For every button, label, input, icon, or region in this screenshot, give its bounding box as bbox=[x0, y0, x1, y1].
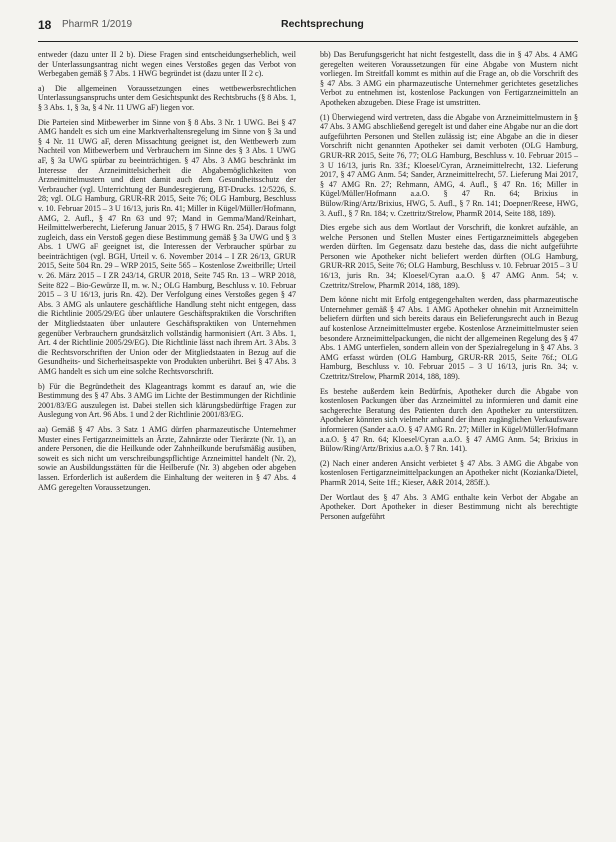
paragraph: aa) Gemäß § 47 Abs. 3 Satz 1 AMG dürfen pharmazeutische Unternehmer Muster eines Fertigarzneimittels an Ärzte, Zahnärzte oder Tierärzte (Nr. 1), an andere Personen, die die Heilkunde oder Zahnheilkunde berufsmäßig ausüben, soweit es sich nicht um verschreibungspflichtige Arzneimittel handelt (Nr. 2), sowie an Ausbildungsstätten für die Heilberufe (Nr. 3) abgeben oder abgeben lassen. Erforderlich ist außerdem die Einhaltung der weiteren in § 47 Abs. 4 AMG geregelten Voraussetzungen. bbox=[38, 424, 296, 492]
paragraph: Es bestehe außerdem kein Bedürfnis, Apotheker durch die Abgabe von kostenlosen Packungen über das Arzneimittel zu informieren und damit eine sachgerechte Beratung des Patienten durch den Apotheker zu unterstützen. Apotheker könnten sich vielmehr anhand der ihnen zugänglichen Verkaufsware informieren (Sander a.a.O. § 47 AMG Rn. 27; Miller in Kügel/Müller/Hofmann a.a.O. § 47 Rn. 64; Kloesel/Cyran a.a.O. § 47 AMG Anm. 54; Brixius in Bülow/Ring/Artz/Brixius a.a.O. § 7 Rn. 141). bbox=[320, 386, 578, 454]
paragraph: b) Für die Begründetheit des Klageantrags kommt es darauf an, wie die Bestimmung des § 47 Abs. 3 AMG im Lichte der Bestimmungen der Richtlinie 2001/83/EG auszulegen ist. Dabei stellen sich klärungsbedürftige Fragen zur Auslegung von Art. 96 Abs. 1 und 2 der Richtlinie 2001/83/EG. bbox=[38, 381, 296, 420]
paragraph: a) Die allgemeinen Voraussetzungen eines wettbewerbsrechtlichen Unterlassungsanspruchs unter dem Gesichtspunkt des Rechtsbruchs (§ 8 Abs. 1, § 3 Abs. 1, § 3a, § 4 Nr. 11 UWG aF) liegen vor. bbox=[38, 83, 296, 112]
paragraph: Die Parteien sind Mitbewerber im Sinne von § 8 Abs. 3 Nr. 1 UWG. Bei § 47 AMG handelt es sich um eine Marktverhaltensregelung im Sinne von § 3a und § 4 Nr. 11 UWG aF, deren Missachtung geeignet ist, den Wettbewerb zum Nachteil von Mitbewerbern und Verbrauchern im Sinne des § 3 Abs. 1 UWG aF, § 3a UWG spürbar zu beeinträchtigen. § 47 Abs. 3 AMG beschränkt im Interesse der Arzneimittelsicherheit die Abgabemöglichkeiten von Arzneimittelmustern und dient damit auch dem Gesundheitsschutz der Verbraucher (vgl. Unterrichtung der Bundesregierung, BT-Drucks. 12/5226, S. 28; vgl. OLG Hamburg, GRUR-RR 2015, Seite 76; OLG Hamburg, Beschluss v. 10. Februar 2015 – 3 U 16/13, juris Rn. 41; Miller in Kügel/Müller/Hofmann, AMG, 2. Aufl., § 47 Rn 63 und 97; Mand in Gemma/Mand/Reinhart, Heilmittelwerberecht, Lieferung Januar 2015, § 7 HWG Rn. 254). Daraus folgt zugleich, dass ein Verstoß gegen diese Bestimmung gemäß § 3a UWG und § 3 Abs. 1 UWG aF geeignet ist, die Interessen der Verbraucher spürbar zu beeinträchtigen (vgl. BGH, Urteil v. 6. November 2014 – I ZR 26/13, GRUR 2015, Seite 504 Rn. 29 – WRP 2015, Seite 565 – Kostenlose Zweitbrille; Urteil v. 26. März 2015 – I ZR 243/14, GRUR 2018, Seite 745 Rn. 13 – WRP 2018, Seite 822 – Bio-Gewürze II, m. w. N.; OLG Hamburg, Beschluss v. 10. Februar 2015 – 3 U 16/13, juris Rn. 42). Der Verfolgung eines Verstoßes gegen § 47 Abs. 3 AMG als unlautere geschäftliche Handlung steht nicht entgegen, dass die Richtlinie 2005/29/EG über unlautere Geschäftspraktiken die Vorschriften der Mitgliedstaaten über unlautere Geschäftspraktiken von Unternehmen gegenüber Verbrauchern grundsätzlich vollständig harmonisiert (Art. 3 Abs. 1, Art. 4 der Richtlinie 2005/29/EG). Die Richtlinie lässt nach ihrem Art. 3 Abs. 3 die Rechtsvorschriften der Union oder der Mitgliedstaaten in Bezug auf die Gesundheits- und Sicherheitsaspekte von Produkten unberührt. Bei § 47 Abs. 3 AMG handelt es sich um eine solche Rechtsvorschrift. bbox=[38, 117, 296, 376]
header-rule bbox=[38, 41, 578, 42]
page-number: 18 bbox=[38, 18, 52, 32]
paragraph: Der Wortlaut des § 47 Abs. 3 AMG enthalte kein Verbot der Abgabe an Apotheker. Dort Apotheker in dieser Bestimmung nicht als berechtigte Personen aufgeführt bbox=[320, 492, 578, 521]
right-column bbox=[320, 50, 578, 526]
journal-citation: PharmR 1/2019 bbox=[62, 19, 133, 30]
paragraph: (2) Nach einer anderen Ansicht verbietet § 47 Abs. 3 AMG die Abgabe von kostenlosen Fertigarzneimittelpackungen an Apotheker nicht (Kozianka/Dietel, PharmR 2014, Seite 1ff.; Kieser, A&R 2014, 285ff.). bbox=[320, 458, 578, 487]
page-header bbox=[38, 18, 578, 38]
section-title: Rechtsprechung bbox=[281, 18, 364, 30]
left-column bbox=[38, 50, 296, 497]
paragraph: Dies ergebe sich aus dem Wortlaut der Vorschrift, die konkret aufzähle, an welche Personen und Stellen Muster eines Fertigarzneimittels abgegeben werden dürften. Im Gegensatz dazu bestehe das, dass die nicht aufgeführte Personen wie Apotheker nicht beliefert werden dürften (OLG Hamburg, GRUR-RR 2015, Seite 76; OLG Hamburg, Beschluss v. 10. Februar 2015 – 3 U 16/13, juris Rn. 34; Kloesel/Cyran a.a.O. § 47 AMG Anm. 54; v. Czettritz/Strelow, PharmR 2014, 188, 189). bbox=[320, 223, 578, 290]
paragraph: bb) Das Berufungsgericht hat nicht festgestellt, dass die in § 47 Abs. 4 AMG geregelten weiteren Voraussetzungen für eine Abgabe von Mustern nicht vorliegen. Im Streitfall kommt es mithin auf die Frage an, ob die Vorschrift des § 47 Abs. 3 AMG ein pharmazeutische Unternehmer gerichtetes gesetzliches Verbot zu entnehmen ist, kostenlose Packungen von Fertigarzneimitteln an Apotheken abzugeben. Diese Frage ist umstritten. bbox=[320, 50, 578, 107]
paragraph: (1) Überwiegend wird vertreten, dass die Abgabe von Arzneimittelmustern in § 47 Abs. 3 AMG abschließend geregelt ist und daher eine Abgabe nur an die dort aufgeführten Personen und Stellen zulässig ist; eine Abgabe an die in dieser Vorschrift nicht genannten Apotheker sei damit verboten (OLG Hamburg, GRUR-RR 2015, Seite 76, 77; OLG Hamburg, Beschluss v. 10. Februar 2015 – 3 U 16/13, juris Rn. 33f.; Kloesel/Cyran, Arzneimittelrecht, 132. Lieferung 2017, § 47 AMG Anm. 54; Sander, Arzneimittelrecht, 57. Lieferung Mai 2017, § 47 AMG Rn. 27; Rehmann, AMG, 4. Aufl., § 47 Rn. 16; Miller in Kügel/Müller/Hofmann a.a.O. § 47 Rn. 64; Brixius in Bülow/Ring/Artz/Brixius, HWG, 5. Aufl., § 7 Rn. 141; Doepner/Reese, HWG, 3. Aufl., § 7 Rn. 184; v. Czettritz/Strelow, PharmR 2014, Seite 188, 189). bbox=[320, 112, 578, 218]
paragraph: entweder (dazu unter II 2 b). Diese Fragen sind entscheidungserheblich, weil der Unterlassungsantrag nicht wegen eines Verstoßes gegen das Verbot von Werbegaben gemäß § 7 Abs. 1 HWG begründet ist (dazu unter II 2 c). bbox=[38, 50, 296, 79]
paragraph: Dem könne nicht mit Erfolg entgegengehalten werden, dass pharmazeutische Unternehmer gemäß § 47 Abs. 1 AMG Apotheker ohnehin mit Arzneimitteln beliefern dürften und sich bereits daraus ein Belieferungsrecht auch in Bezug auf kostenlose Arzneimittelmuster ergebe. Kostenlose Arzneimittelmuster seien besondere Arzneimittelpackungen, die nicht der allgemeinen Regelung des § 47 Abs. 1 AMG unterfielen, sondern allein von der Spezialregelung in § 47 Abs. 3 AMG erfasst würden (OLG Hamburg, GRUR-RR 2015, Seite 76f.; OLG Hamburg, Beschluss v. 10. Februar 2015 – 3 U 16/13, juris Rn. 34; v. Czettritz/Strelow, PharmR 2014, 188, 189). bbox=[320, 295, 578, 381]
